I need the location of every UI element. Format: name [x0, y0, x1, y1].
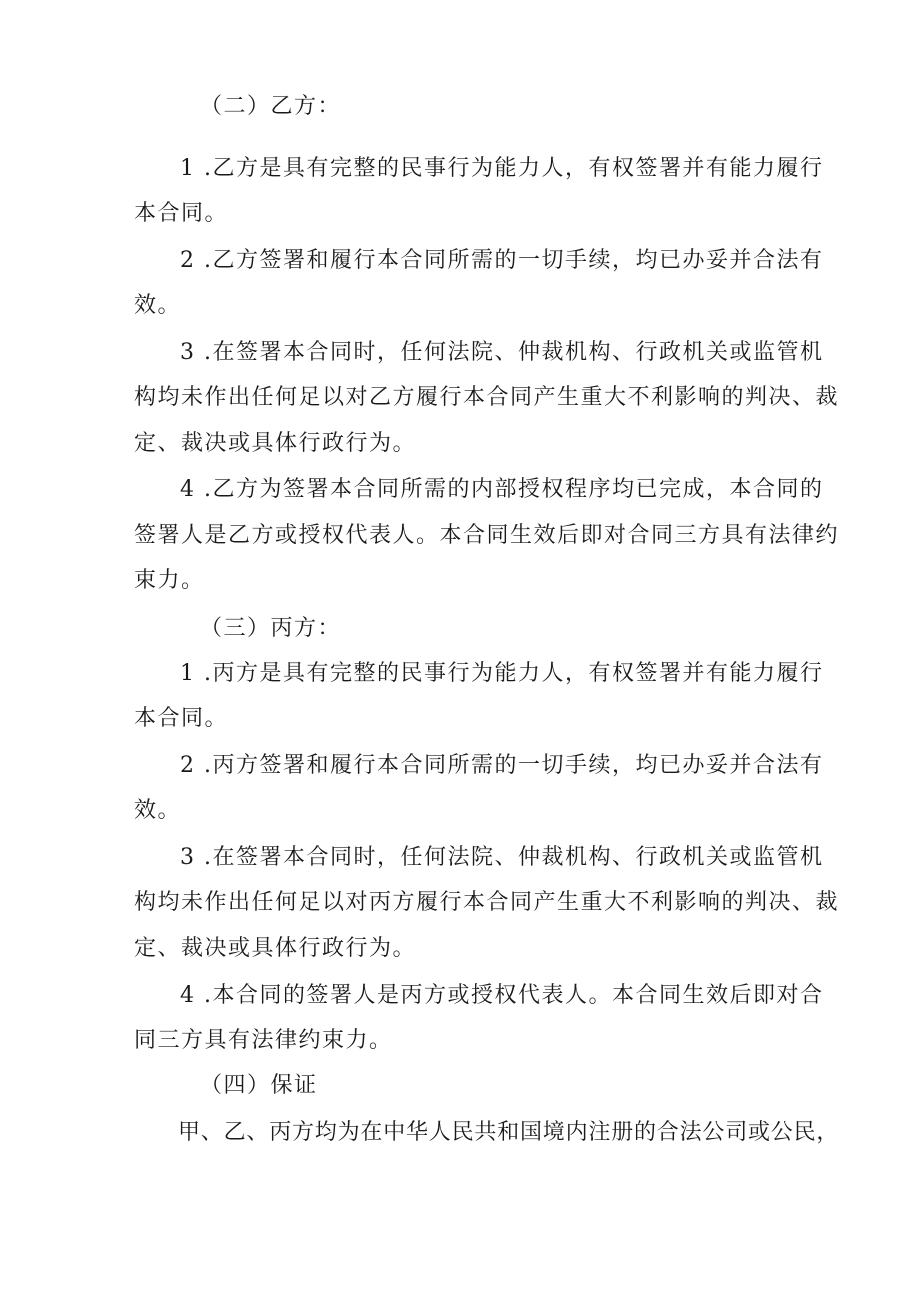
- clause-line: 1 .丙方是具有完整的民事行为能力人，有权签署并有能力履行: [180, 661, 824, 686]
- section-heading-guarantee: （四）保证: [200, 1073, 318, 1098]
- clause-line: 同三方具有法律约束力。: [134, 1028, 393, 1053]
- clause-line: 构均未作出任何足以对丙方履行本合同产生重大不利影响的判决、裁: [134, 890, 840, 915]
- clause-line: 2 .丙方签署和履行本合同所需的一切手续，均已办妥并合法有: [180, 753, 824, 778]
- clause-line: 3 .在签署本合同时，任何法院、仲裁机构、行政机关或监管机: [180, 340, 824, 365]
- clause-line: 甲、乙、丙方均为在中华人民共和国境内注册的合法公司或公民，: [178, 1120, 840, 1145]
- section-heading-party-c: （三）丙方：: [200, 616, 342, 641]
- clause-line: 效。: [134, 798, 182, 823]
- clause-line: 效。: [134, 293, 182, 318]
- clause-line: 4 .本合同的签署人是丙方或授权代表人。本合同生效后即对合: [180, 983, 824, 1008]
- clause-line: 束力。: [134, 568, 205, 593]
- clause-line: 定、裁决或具体行政行为。: [134, 431, 417, 456]
- clause-line: 本合同。: [134, 706, 229, 731]
- clause-line: 定、裁决或具体行政行为。: [134, 936, 417, 961]
- clause-line: 4 .乙方为签署本合同所需的内部授权程序均已完成，本合同的: [180, 477, 824, 502]
- clause-line: 构均未作出任何足以对乙方履行本合同产生重大不利影响的判决、裁: [134, 385, 840, 410]
- clause-line: 3 .在签署本合同时，任何法院、仲裁机构、行政机关或监管机: [180, 845, 824, 870]
- clause-line: 1 .乙方是具有完整的民事行为能力人，有权签署并有能力履行: [180, 156, 824, 181]
- clause-line: 2 .乙方签署和履行本合同所需的一切手续，均已办妥并合法有: [180, 248, 824, 273]
- section-heading-party-b: （二）乙方：: [200, 94, 342, 119]
- clause-line: 本合同。: [134, 201, 229, 226]
- clause-line: 签署人是乙方或授权代表人。本合同生效后即对合同三方具有法律约: [134, 523, 840, 548]
